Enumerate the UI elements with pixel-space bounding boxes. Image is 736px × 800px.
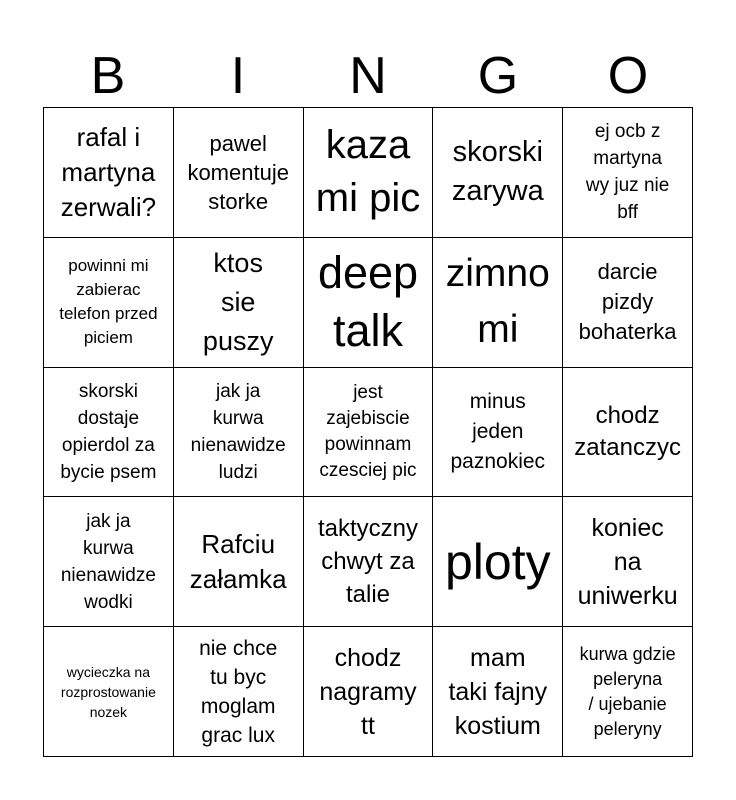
bingo-cell-r4c1[interactable] <box>44 497 174 627</box>
bingo-cell-r1c2[interactable] <box>174 108 304 238</box>
cell-text: mam taki fajny kostium <box>448 643 548 740</box>
bingo-cell-r5c1[interactable] <box>44 627 174 757</box>
cell-text: rafal i martyna zerwali? <box>60 121 157 222</box>
header-letter-g: G <box>477 47 519 105</box>
bingo-cell-r3c5[interactable] <box>563 368 693 498</box>
bingo-cell-r1c5[interactable] <box>563 108 693 238</box>
cell-text: skorski dostaje opierdol za bycie psem <box>60 380 157 483</box>
bingo-cell-r4c3[interactable] <box>304 497 434 627</box>
bingo-cell-r5c2[interactable] <box>174 627 304 757</box>
header-letter-n: N <box>349 47 387 105</box>
bingo-cell-r3c3[interactable] <box>304 368 434 498</box>
cell-text: ploty <box>444 533 551 590</box>
header-letter-o: O <box>607 47 649 105</box>
bingo-cell-r5c4[interactable] <box>433 627 563 757</box>
bingo-header <box>43 44 693 108</box>
cell-text: deep talk <box>317 247 419 357</box>
cell-text: jak ja kurwa nienawidze wodki <box>60 510 156 613</box>
header-letter-i: I <box>230 47 246 105</box>
cell-text: pawel komentuje storke <box>187 130 289 214</box>
bingo-cell-r3c4[interactable] <box>433 368 563 498</box>
bingo-cell-r1c3[interactable] <box>304 108 434 238</box>
bingo-cell-r2c1[interactable] <box>44 238 174 368</box>
bingo-cell-r4c4[interactable] <box>433 497 563 627</box>
header-letter-b: B <box>90 47 126 105</box>
cell-text: powinni mi zabierac telefon przed piciem <box>59 256 158 348</box>
bingo-cell-r2c3[interactable] <box>304 238 434 368</box>
cell-text: ktos sie puszy <box>202 247 274 356</box>
cell-text: taktyczny chwyt za talie <box>317 515 418 609</box>
cell-text: jak ja kurwa nienawidze ludzi <box>190 380 286 483</box>
cell-text: nie chce tu byc moglam grac lux <box>199 636 278 747</box>
bingo-cell-r5c3[interactable] <box>304 627 434 757</box>
cell-text: kurwa gdzie peleryna / ujebanie peleryny <box>579 643 676 739</box>
bingo-cell-r2c4[interactable] <box>433 238 563 368</box>
cell-text: Rafciu załamka <box>189 528 287 594</box>
cell-text: chodz nagramy tt <box>319 643 417 740</box>
cell-text: ej ocb z martyna wy juz nie bff <box>585 121 670 224</box>
bingo-cell-r4c5[interactable] <box>563 497 693 627</box>
cell-text: chodz zatanczyc <box>574 401 681 461</box>
cell-text: minus jeden paznokiec <box>450 389 546 473</box>
cell-text: kaza mi pic <box>315 123 421 221</box>
bingo-cell-r2c2[interactable] <box>174 238 304 368</box>
bingo-cell-r1c4[interactable] <box>433 108 563 238</box>
bingo-cell-r3c2[interactable] <box>174 368 304 498</box>
cell-text: zimno mi <box>445 252 550 352</box>
bingo-cell-r3c1[interactable] <box>44 368 174 498</box>
bingo-grid <box>43 107 693 757</box>
cell-text: jest zajebiscie powinnam czesciej pic <box>319 381 417 481</box>
cell-text: darcie pizdy bohaterka <box>578 259 677 345</box>
cell-text: wycieczka na rozprostowanie nozek <box>60 663 156 720</box>
cell-text: koniec na uniwerku <box>577 513 678 610</box>
bingo-cell-r4c2[interactable] <box>174 497 304 627</box>
bingo-cell-r5c5[interactable] <box>563 627 693 757</box>
bingo-cell-r1c1[interactable] <box>44 108 174 238</box>
cell-text: skorski zarywa <box>451 136 544 208</box>
bingo-cell-r2c5[interactable] <box>563 238 693 368</box>
